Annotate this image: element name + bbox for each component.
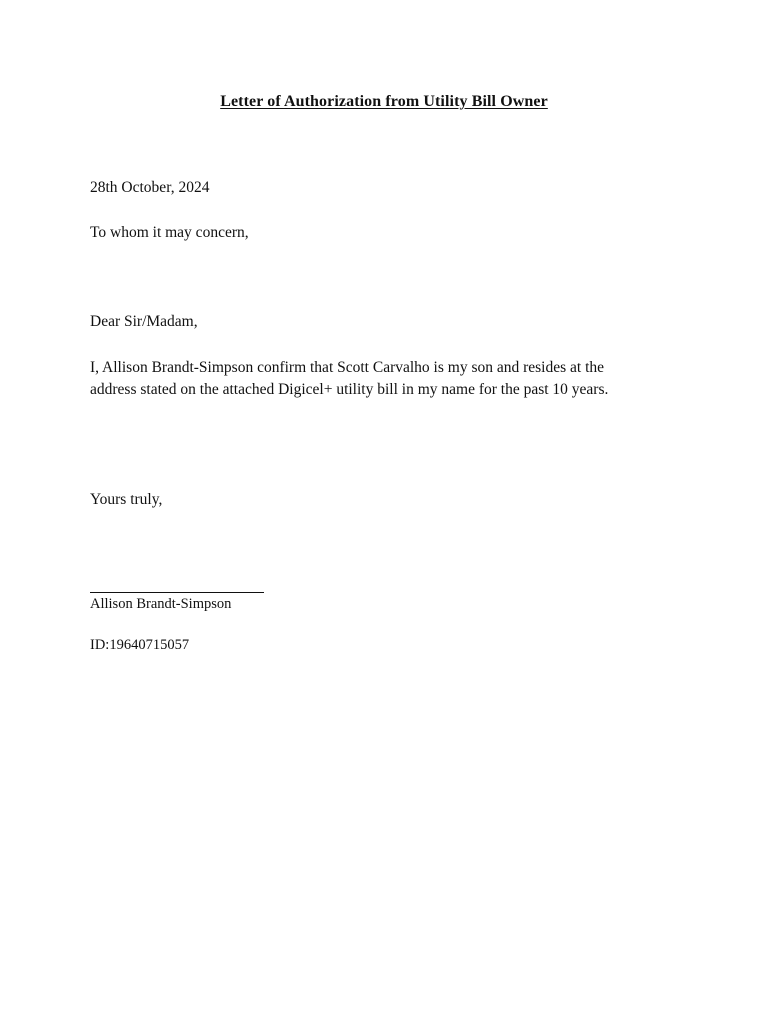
to-whom-line: To whom it may concern, bbox=[90, 224, 249, 241]
body-line-1: I, Allison Brandt-Simpson confirm that Scott Carvalho is my son and resides at the bbox=[90, 359, 605, 376]
letter-body bbox=[90, 357, 690, 401]
closing: Yours truly, bbox=[90, 491, 163, 508]
letter-date: 28th October, 2024 bbox=[90, 179, 210, 196]
body-line-2: address stated on the attached Digicel+ utility bill in my name for the past 10 years. bbox=[90, 381, 609, 398]
signatory-id: ID:19640715057 bbox=[90, 637, 190, 653]
signature-line bbox=[90, 592, 264, 593]
greeting: Dear Sir/Madam, bbox=[90, 313, 198, 330]
letter-title: Letter of Authorization from Utility Bill Owner bbox=[220, 93, 548, 110]
signatory-name: Allison Brandt-Simpson bbox=[90, 596, 232, 612]
